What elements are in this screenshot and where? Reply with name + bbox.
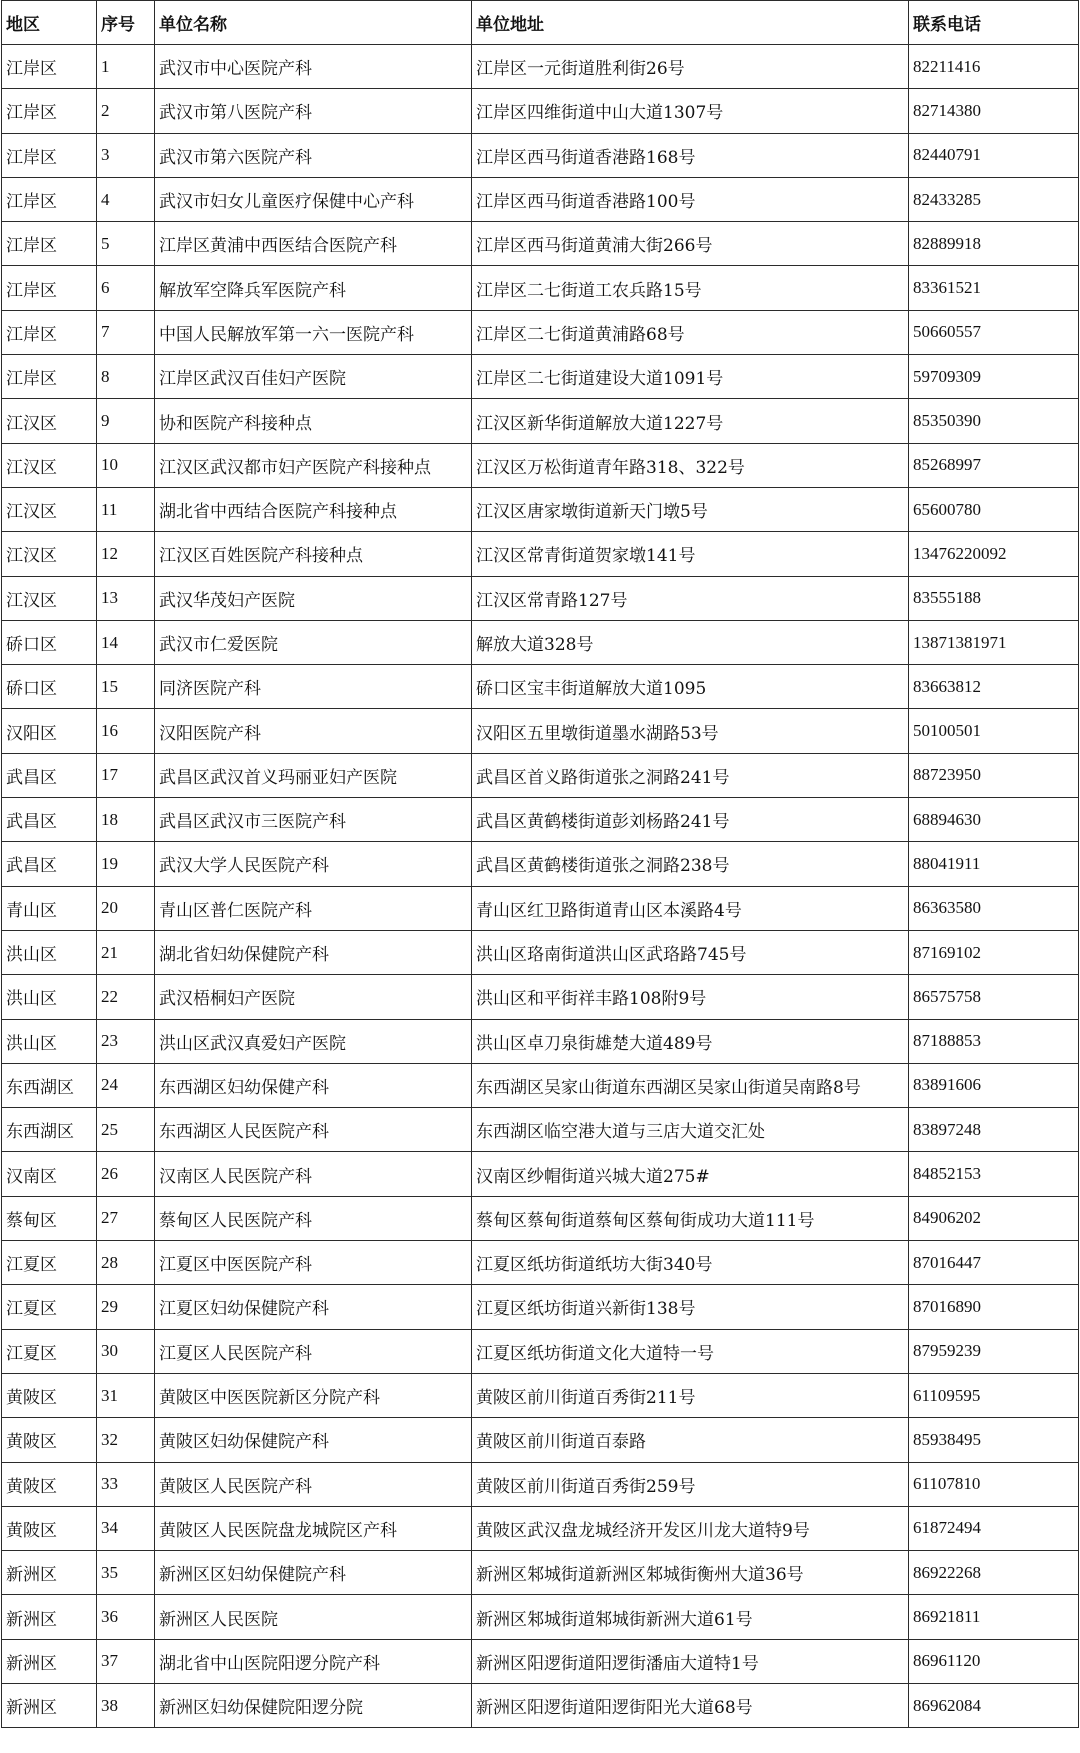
cell-unit-address: 江汉区唐家墩街道新天门墩5号 [472,487,909,531]
table-row [2,1019,1079,1063]
cell-index: 15 [97,665,155,709]
cell-phone: 87188853 [909,1019,1079,1063]
cell-district: 蔡甸区 [2,1196,97,1240]
table-row [2,355,1079,399]
table-row [2,177,1079,221]
cell-phone: 13871381971 [909,620,1079,664]
cell-unit-address: 黄陂区前川街道百秀街211号 [472,1373,909,1417]
cell-district: 东西湖区 [2,1108,97,1152]
cell-unit-name: 江夏区中医医院产科 [155,1241,472,1285]
cell-unit-address: 汉南区纱帽街道兴城大道275# [472,1152,909,1196]
cell-phone: 50100501 [909,709,1079,753]
cell-phone: 59709309 [909,355,1079,399]
cell-unit-address: 洪山区和平街祥丰路108附9号 [472,975,909,1019]
cell-unit-address: 武昌区首义路街道张之洞路241号 [472,753,909,797]
hospital-table-sheet [1,0,1078,1728]
cell-phone: 83891606 [909,1063,1079,1107]
cell-unit-name: 武汉市中心医院产科 [155,45,472,89]
cell-district: 江岸区 [2,89,97,133]
cell-index: 17 [97,753,155,797]
cell-phone: 61107810 [909,1462,1079,1506]
table-row [2,399,1079,443]
table-row [2,89,1079,133]
cell-index: 13 [97,576,155,620]
table-row [2,45,1079,89]
cell-index: 12 [97,532,155,576]
cell-district: 江岸区 [2,355,97,399]
table-row [2,753,1079,797]
cell-unit-name: 汉阳医院产科 [155,709,472,753]
cell-district: 硚口区 [2,665,97,709]
cell-phone: 85938495 [909,1418,1079,1462]
cell-unit-name: 江岸区黄浦中西医结合医院产科 [155,222,472,266]
cell-unit-address: 黄陂区前川街道百泰路 [472,1418,909,1462]
cell-phone: 86962084 [909,1683,1079,1727]
cell-phone: 61109595 [909,1373,1079,1417]
cell-index: 16 [97,709,155,753]
cell-phone: 82889918 [909,222,1079,266]
header-district: 地区 [2,1,97,45]
cell-phone: 82433285 [909,177,1079,221]
cell-phone: 82440791 [909,133,1079,177]
cell-unit-name: 黄陂区妇幼保健院产科 [155,1418,472,1462]
cell-index: 4 [97,177,155,221]
table-row [2,1551,1079,1595]
cell-unit-address: 江夏区纸坊街道文化大道特一号 [472,1329,909,1373]
table-row [2,487,1079,531]
cell-unit-name: 武汉大学人民医院产科 [155,842,472,886]
cell-phone: 86961120 [909,1639,1079,1683]
cell-index: 5 [97,222,155,266]
cell-unit-address: 江夏区纸坊街道兴新街138号 [472,1285,909,1329]
cell-district: 江岸区 [2,133,97,177]
cell-unit-name: 东西湖区人民医院产科 [155,1108,472,1152]
table-row [2,1063,1079,1107]
cell-unit-address: 新洲区邾城街道新洲区邾城街衡州大道36号 [472,1551,909,1595]
cell-unit-address: 解放大道328号 [472,620,909,664]
table-row [2,798,1079,842]
cell-phone: 65600780 [909,487,1079,531]
table-row [2,930,1079,974]
cell-district: 黄陂区 [2,1462,97,1506]
cell-unit-address: 武昌区黄鹤楼街道张之洞路238号 [472,842,909,886]
cell-unit-address: 江岸区二七街道建设大道1091号 [472,355,909,399]
header-unit-name: 单位名称 [155,1,472,45]
cell-index: 21 [97,930,155,974]
cell-unit-address: 新洲区阳逻街道阳逻街阳光大道68号 [472,1683,909,1727]
cell-index: 25 [97,1108,155,1152]
cell-district: 江岸区 [2,45,97,89]
cell-phone: 50660557 [909,310,1079,354]
cell-unit-address: 东西湖区吴家山街道东西湖区吴家山街道吴南路8号 [472,1063,909,1107]
cell-phone: 84906202 [909,1196,1079,1240]
cell-phone: 83555188 [909,576,1079,620]
cell-phone: 13476220092 [909,532,1079,576]
cell-district: 汉阳区 [2,709,97,753]
cell-unit-name: 黄陂区人民医院盘龙城院区产科 [155,1506,472,1550]
cell-index: 1 [97,45,155,89]
cell-index: 32 [97,1418,155,1462]
cell-unit-address: 洪山区珞南街道洪山区武珞路745号 [472,930,909,974]
cell-unit-address: 汉阳区五里墩街道墨水湖路53号 [472,709,909,753]
cell-index: 33 [97,1462,155,1506]
table-row [2,222,1079,266]
cell-phone: 68894630 [909,798,1079,842]
cell-district: 新洲区 [2,1683,97,1727]
cell-unit-name: 新洲区人民医院 [155,1595,472,1639]
table-row [2,532,1079,576]
cell-phone: 87016447 [909,1241,1079,1285]
cell-index: 10 [97,443,155,487]
cell-district: 黄陂区 [2,1506,97,1550]
cell-district: 武昌区 [2,753,97,797]
table-row [2,443,1079,487]
table-row [2,1418,1079,1462]
cell-unit-name: 湖北省中西结合医院产科接种点 [155,487,472,531]
cell-district: 洪山区 [2,930,97,974]
cell-unit-address: 江岸区二七街道工农兵路15号 [472,266,909,310]
table-row [2,886,1079,930]
table-row [2,709,1079,753]
cell-unit-address: 东西湖区临空港大道与三店大道交汇处 [472,1108,909,1152]
cell-phone: 86575758 [909,975,1079,1019]
cell-phone: 87169102 [909,930,1079,974]
cell-index: 3 [97,133,155,177]
table-row [2,665,1079,709]
cell-district: 汉南区 [2,1152,97,1196]
cell-district: 洪山区 [2,1019,97,1063]
table-row [2,842,1079,886]
cell-unit-address: 江汉区新华街道解放大道1227号 [472,399,909,443]
cell-district: 江汉区 [2,443,97,487]
cell-unit-address: 江汉区万松街道青年路318、322号 [472,443,909,487]
cell-unit-address: 江汉区常青路127号 [472,576,909,620]
cell-phone: 83663812 [909,665,1079,709]
cell-unit-address: 武昌区黄鹤楼街道彭刘杨路241号 [472,798,909,842]
cell-unit-name: 青山区普仁医院产科 [155,886,472,930]
cell-unit-name: 黄陂区人民医院产科 [155,1462,472,1506]
table-row [2,310,1079,354]
cell-district: 武昌区 [2,842,97,886]
cell-unit-name: 武汉市第八医院产科 [155,89,472,133]
cell-unit-name: 江岸区武汉百佳妇产医院 [155,355,472,399]
cell-district: 江汉区 [2,399,97,443]
cell-index: 22 [97,975,155,1019]
cell-index: 31 [97,1373,155,1417]
cell-unit-address: 江岸区一元街道胜利街26号 [472,45,909,89]
cell-index: 9 [97,399,155,443]
cell-unit-name: 江汉区武汉都市妇产医院产科接种点 [155,443,472,487]
cell-unit-name: 武汉市妇女儿童医疗保健中心产科 [155,177,472,221]
cell-phone: 86921811 [909,1595,1079,1639]
cell-unit-address: 黄陂区武汉盘龙城经济开发区川龙大道特9号 [472,1506,909,1550]
cell-unit-name: 湖北省妇幼保健院产科 [155,930,472,974]
cell-phone: 83361521 [909,266,1079,310]
cell-index: 14 [97,620,155,664]
table-body [2,45,1079,1728]
cell-unit-name: 新洲区区妇幼保健院产科 [155,1551,472,1595]
cell-phone: 82211416 [909,45,1079,89]
cell-district: 江夏区 [2,1285,97,1329]
cell-index: 29 [97,1285,155,1329]
table-row [2,1152,1079,1196]
cell-district: 硚口区 [2,620,97,664]
cell-index: 23 [97,1019,155,1063]
cell-unit-name: 武汉市仁爱医院 [155,620,472,664]
cell-unit-address: 江岸区西马街道香港路168号 [472,133,909,177]
table-row [2,1241,1079,1285]
header-row [2,1,1079,45]
cell-phone: 85268997 [909,443,1079,487]
table-row [2,1683,1079,1727]
cell-phone: 61872494 [909,1506,1079,1550]
cell-unit-name: 解放军空降兵军医院产科 [155,266,472,310]
table-row [2,1329,1079,1373]
cell-unit-address: 江汉区常青街道贺家墩141号 [472,532,909,576]
table-row [2,133,1079,177]
table-row [2,1506,1079,1550]
cell-district: 青山区 [2,886,97,930]
cell-unit-name: 湖北省中山医院阳逻分院产科 [155,1639,472,1683]
cell-index: 8 [97,355,155,399]
header-phone: 联系电话 [909,1,1079,45]
cell-unit-name: 同济医院产科 [155,665,472,709]
cell-unit-address: 洪山区卓刀泉街雄楚大道489号 [472,1019,909,1063]
cell-district: 江岸区 [2,310,97,354]
cell-phone: 85350390 [909,399,1079,443]
cell-unit-name: 协和医院产科接种点 [155,399,472,443]
cell-district: 江夏区 [2,1329,97,1373]
cell-unit-address: 新洲区邾城街道邾城街新洲大道61号 [472,1595,909,1639]
table-row [2,1595,1079,1639]
cell-index: 34 [97,1506,155,1550]
cell-index: 36 [97,1595,155,1639]
cell-phone: 86363580 [909,886,1079,930]
table-row [2,1373,1079,1417]
cell-phone: 87016890 [909,1285,1079,1329]
table-row [2,266,1079,310]
cell-unit-address: 江岸区二七街道黄浦路68号 [472,310,909,354]
cell-phone: 82714380 [909,89,1079,133]
table-row [2,1462,1079,1506]
table-row [2,620,1079,664]
cell-index: 38 [97,1683,155,1727]
cell-district: 洪山区 [2,975,97,1019]
cell-unit-name: 汉南区人民医院产科 [155,1152,472,1196]
cell-index: 35 [97,1551,155,1595]
cell-unit-name: 江夏区妇幼保健院产科 [155,1285,472,1329]
cell-unit-name: 武昌区武汉市三医院产科 [155,798,472,842]
cell-phone: 88723950 [909,753,1079,797]
cell-district: 新洲区 [2,1595,97,1639]
header-index: 序号 [97,1,155,45]
cell-unit-name: 东西湖区妇幼保健产科 [155,1063,472,1107]
cell-unit-name: 蔡甸区人民医院产科 [155,1196,472,1240]
cell-unit-address: 江岸区四维街道中山大道1307号 [472,89,909,133]
cell-unit-name: 武昌区武汉首义玛丽亚妇产医院 [155,753,472,797]
hospital-table [1,0,1079,1728]
cell-index: 26 [97,1152,155,1196]
cell-index: 2 [97,89,155,133]
cell-phone: 88041911 [909,842,1079,886]
cell-unit-name: 洪山区武汉真爱妇产医院 [155,1019,472,1063]
cell-unit-address: 蔡甸区蔡甸街道蔡甸区蔡甸街成功大道111号 [472,1196,909,1240]
cell-district: 新洲区 [2,1551,97,1595]
table-row [2,576,1079,620]
cell-index: 24 [97,1063,155,1107]
cell-unit-name: 武汉华茂妇产医院 [155,576,472,620]
header-unit-address: 单位地址 [472,1,909,45]
table-row [2,975,1079,1019]
cell-index: 19 [97,842,155,886]
cell-district: 黄陂区 [2,1373,97,1417]
cell-district: 江岸区 [2,177,97,221]
cell-unit-name: 江夏区人民医院产科 [155,1329,472,1373]
table-row [2,1285,1079,1329]
cell-unit-name: 中国人民解放军第一六一医院产科 [155,310,472,354]
cell-district: 江岸区 [2,266,97,310]
cell-index: 30 [97,1329,155,1373]
cell-unit-address: 硚口区宝丰街道解放大道1095 [472,665,909,709]
cell-unit-address: 新洲区阳逻街道阳逻街潘庙大道特1号 [472,1639,909,1683]
table-row [2,1108,1079,1152]
cell-district: 江岸区 [2,222,97,266]
cell-index: 20 [97,886,155,930]
cell-unit-address: 江夏区纸坊街道纸坊大街340号 [472,1241,909,1285]
cell-phone: 83897248 [909,1108,1079,1152]
cell-index: 28 [97,1241,155,1285]
cell-district: 江汉区 [2,576,97,620]
cell-index: 37 [97,1639,155,1683]
cell-district: 江夏区 [2,1241,97,1285]
cell-phone: 86922268 [909,1551,1079,1595]
cell-unit-name: 黄陂区中医医院新区分院产科 [155,1373,472,1417]
cell-unit-name: 武汉梧桐妇产医院 [155,975,472,1019]
cell-unit-address: 江岸区西马街道黄浦大街266号 [472,222,909,266]
cell-district: 江汉区 [2,532,97,576]
cell-index: 11 [97,487,155,531]
cell-index: 7 [97,310,155,354]
cell-district: 东西湖区 [2,1063,97,1107]
table-row [2,1196,1079,1240]
cell-district: 黄陂区 [2,1418,97,1462]
cell-unit-name: 武汉市第六医院产科 [155,133,472,177]
cell-phone: 87959239 [909,1329,1079,1373]
cell-district: 武昌区 [2,798,97,842]
cell-unit-name: 江汉区百姓医院产科接种点 [155,532,472,576]
cell-phone: 84852153 [909,1152,1079,1196]
cell-unit-name: 新洲区妇幼保健院阳逻分院 [155,1683,472,1727]
cell-index: 6 [97,266,155,310]
cell-unit-address: 青山区红卫路街道青山区本溪路4号 [472,886,909,930]
cell-index: 27 [97,1196,155,1240]
cell-unit-address: 黄陂区前川街道百秀街259号 [472,1462,909,1506]
cell-index: 18 [97,798,155,842]
cell-district: 新洲区 [2,1639,97,1683]
cell-district: 江汉区 [2,487,97,531]
table-row [2,1639,1079,1683]
cell-unit-address: 江岸区西马街道香港路100号 [472,177,909,221]
